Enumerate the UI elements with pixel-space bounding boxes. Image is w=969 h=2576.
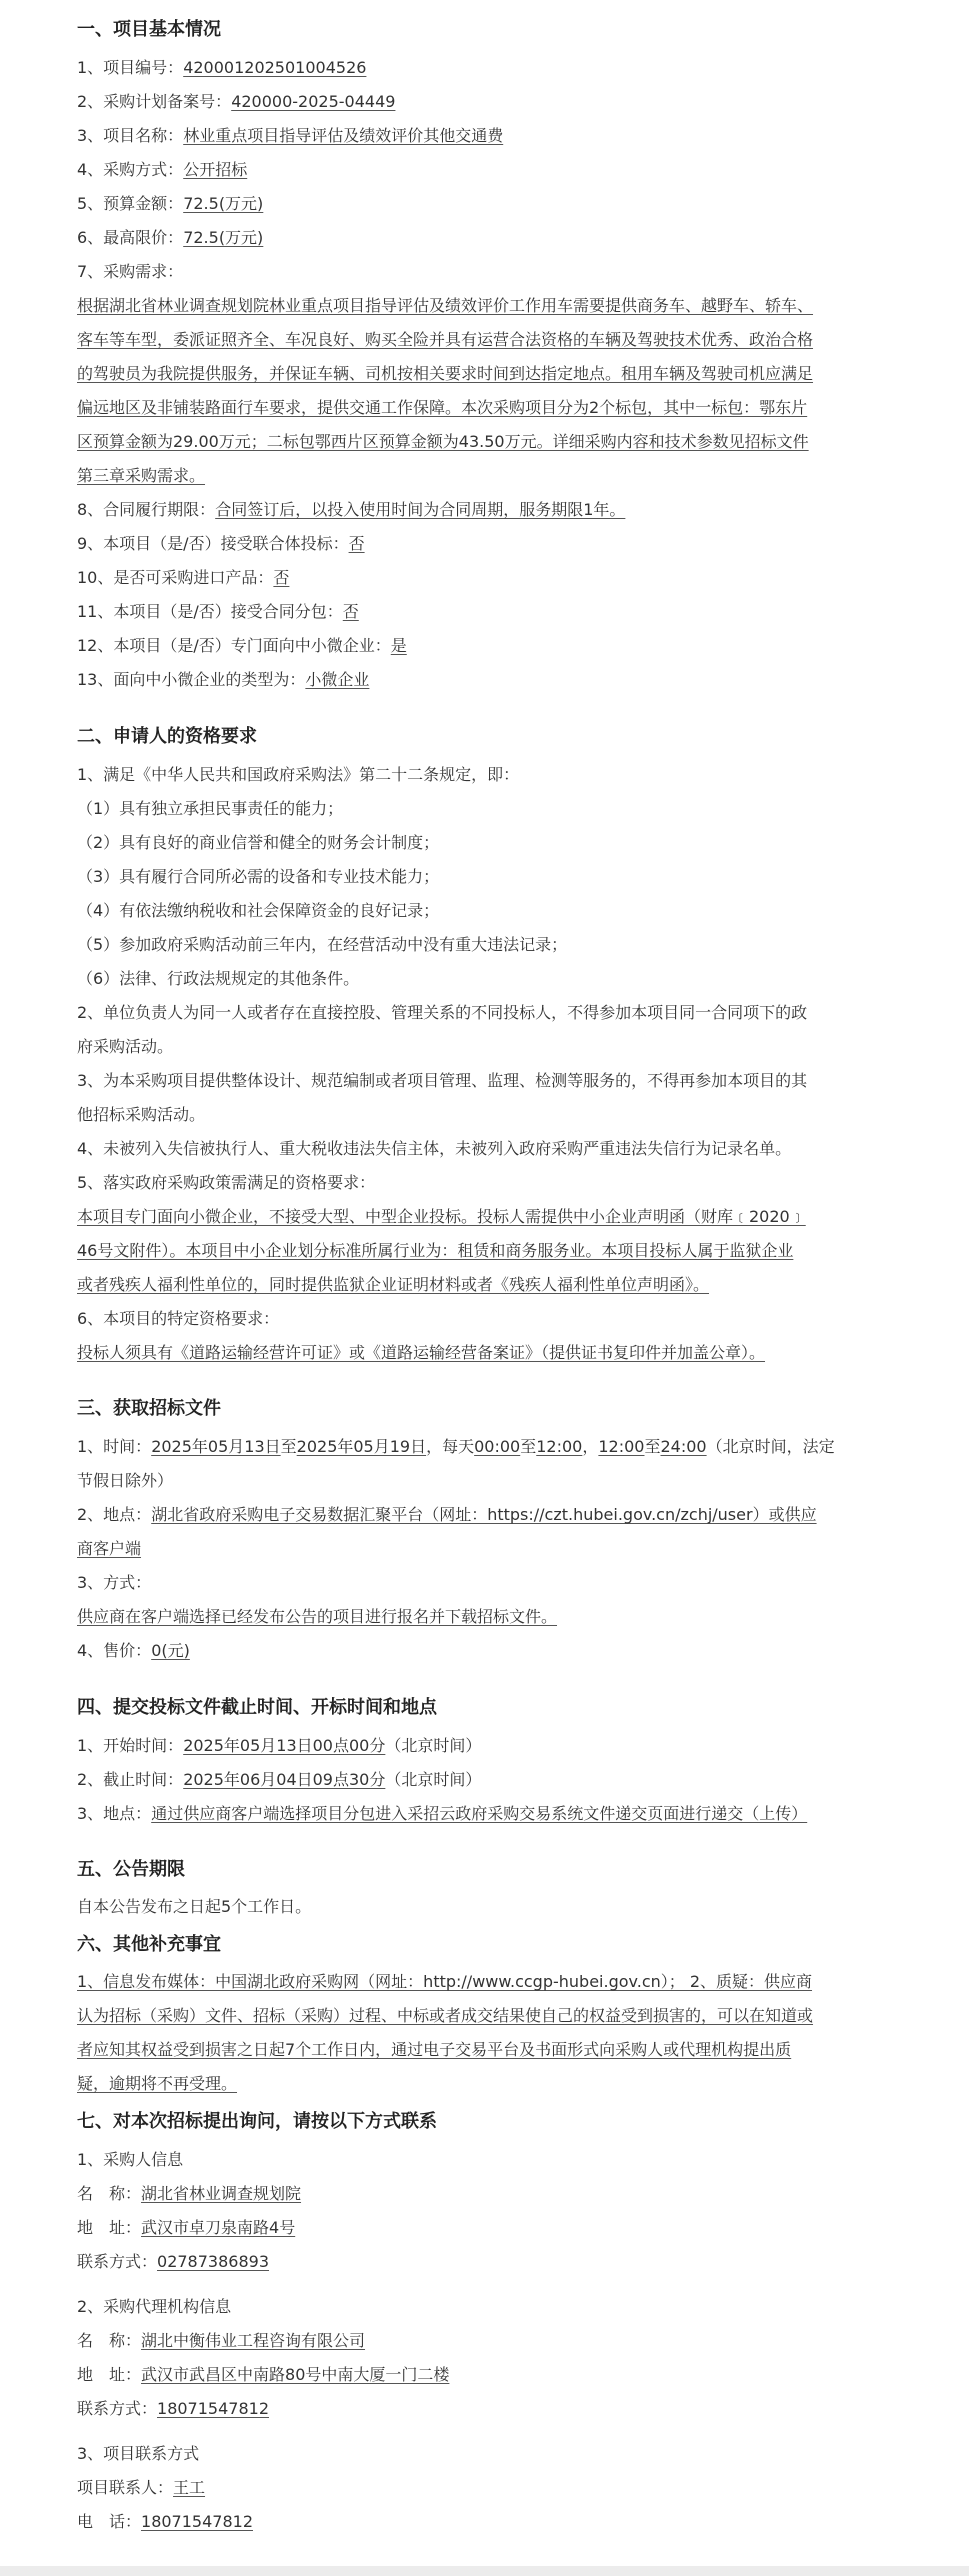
morning-end: 12:00 — [536, 1437, 583, 1456]
deadline-label: 2、截止时间： — [77, 1770, 184, 1789]
agency-title: 2、采购代理机构信息 — [77, 2297, 232, 2316]
procurement-method-row — [77, 159, 247, 181]
obtain-place-value: 湖北省政府采购电子交易数据汇聚平台（网址：https://czt.hubei.gov.cn/zchj/user）或供应 — [151, 1505, 817, 1524]
submit-location-value: 通过供应商客户端选择项目分包进入采招云政府采购交易系统文件递交页面进行递交（上传） — [151, 1804, 808, 1823]
project-number-label: 1、项目编号： — [77, 58, 184, 77]
import-row — [77, 567, 289, 589]
beijing-time: （北京时间） — [385, 1736, 482, 1755]
qualification-line: 1、满足《中华人民共和国政府采购法》第二十二条规定，即： — [77, 765, 520, 784]
submit-location-row — [77, 1803, 807, 1825]
obtain-way-label: 3、方式： — [77, 1573, 152, 1592]
agency-name-row — [77, 2330, 365, 2352]
obtain-way-value: 供应商在客户端选择已经发布公告的项目进行报名并下载招标文件。 — [77, 1607, 558, 1626]
qualification-item: （2）具有良好的商业信誉和健全的财务会计制度； — [77, 833, 440, 852]
import-label: 10、是否可采购进口产品： — [77, 568, 274, 587]
obtain-place-row — [77, 1504, 817, 1526]
sme-value: 是 — [390, 636, 407, 655]
to-text: 至 — [520, 1437, 537, 1456]
qualification-line: 2、单位负责人为同一人或者存在直接控股、管理关系的不同投标人，不得参加本项目同一合同项下的政 — [77, 1003, 808, 1022]
demand-line: 客车等车型，委派证照齐全、车况良好、购买全险并具有运营合法资格的车辆及驾驶技术优秀、政治合格 — [77, 330, 814, 349]
max-price-value: 72.5(万元) — [183, 228, 264, 247]
sme-type-row — [77, 669, 369, 691]
obtain-time-row — [77, 1436, 835, 1458]
qualification-line: 5、落实政府采购政策需满足的资格要求： — [77, 1173, 376, 1192]
policy-line: 46号文附件）。本项目中小企业划分标准所属行业为：租赁和商务服务业。本项目投标人属于监狱企业 — [77, 1241, 794, 1260]
supplement-line: 1、信息发布媒体：中国湖北政府采购网（网址：http://www.ccgp-hubei.gov.cn）； 2、质疑：供应商 — [77, 1972, 813, 1991]
contact-person-label: 项目联系人： — [77, 2478, 174, 2497]
agency-contact: 18071547812 — [157, 2399, 269, 2418]
demand-line: 第三章采购需求。 — [77, 466, 206, 485]
supplement-line: 疑，逾期将不再受理。 — [77, 2074, 238, 2093]
consortium-value: 否 — [348, 534, 365, 553]
budget-label: 5、预算金额： — [77, 194, 184, 213]
section-7-heading: 七、对本次招标提出询问，请按以下方式联系 — [77, 2111, 437, 2132]
name-label: 名 称： — [77, 2184, 142, 2203]
qualification-line: 4、未被列入失信被执行人、重大税收违法失信主体，未被列入政府采购严重违法失信行为记录名单。 — [77, 1139, 792, 1158]
contract-period-row — [77, 499, 625, 521]
policy-line: 或者残疾人福利性单位的，同时提供监狱企业证明材料或者《残疾人福利性单位声明函》。 — [77, 1275, 710, 1294]
purchaser-title: 1、采购人信息 — [77, 2150, 184, 2169]
max-price-row — [77, 227, 263, 249]
obtain-end-date: 2025年05月19日 — [296, 1437, 427, 1456]
policy-line: 本项目专门面向小微企业，不接受大型、中型企业投标。投标人需提供中小企业声明函（财库﹝2020﹞ — [77, 1207, 806, 1226]
budget-value: 72.5(万元) — [183, 194, 264, 213]
demand-line: 偏远地区及非铺装路面行车要求，提供交通工作保障。本次采购项目分为2个标包，其中一标包：鄂东片 — [77, 398, 808, 417]
project-number-value: 420001202501004526 — [183, 58, 367, 77]
demand-line: 的驾驶员为我院提供服务，并保证车辆、司机按相关要求时间到达指定地点。租用车辆及驾驶司机应满足 — [77, 364, 814, 383]
daily-text: ，每天 — [426, 1437, 475, 1456]
start-time-row — [77, 1735, 481, 1757]
project-contact-title: 3、项目联系方式 — [77, 2444, 200, 2463]
submit-location-label: 3、地点： — [77, 1804, 152, 1823]
agency-contact-row — [77, 2398, 269, 2420]
supplement-line: 者应知其权益受到损害之日起7个工作日内，通过电子交易平台及书面形式向采购人或代理机构提出质 — [77, 2040, 792, 2059]
qualification-line: 3、为本采购项目提供整体设计、规范编制或者项目管理、监理、检测等服务的，不得再参加本项目的其 — [77, 1071, 808, 1090]
procurement-method-label: 4、采购方式： — [77, 160, 184, 179]
demand-line: 区预算金额为29.00万元；二标包鄂西片区预算金额为43.50万元。详细采购内容和技术参数见招标文件 — [77, 432, 809, 451]
subcontract-label: 11、本项目（是/否）接受合同分包： — [77, 602, 343, 621]
contract-period-label: 8、合同履行期限： — [77, 500, 216, 519]
purchaser-address: 武汉市卓刀泉南路4号 — [141, 2218, 296, 2237]
qualification-item: （1）具有独立承担民事责任的能力； — [77, 799, 344, 818]
contact-label: 联系方式： — [77, 2252, 158, 2271]
obtain-place-label: 2、地点： — [77, 1505, 152, 1524]
project-name-row — [77, 125, 503, 147]
purchaser-contact: 02787386893 — [157, 2252, 269, 2271]
plan-number-row — [77, 91, 395, 113]
to-text: 至 — [644, 1437, 661, 1456]
procurement-method-value: 公开招标 — [183, 160, 248, 179]
plan-number-value: 420000-2025-04449 — [231, 92, 396, 111]
demand-label: 7、采购需求： — [77, 262, 184, 281]
to-text: 至 — [280, 1437, 297, 1456]
sme-label: 12、本项目（是/否）专门面向中小微企业： — [77, 636, 391, 655]
max-price-label: 6、最高限价： — [77, 228, 184, 247]
deadline-row — [77, 1769, 481, 1791]
agency-name: 湖北中衡伟业工程咨询有限公司 — [141, 2331, 366, 2350]
phone-row — [77, 2511, 253, 2533]
special-requirement: 投标人须具有《道路运输经营许可证》或《道路运输经营备案证》（提供证书复印件并加盖公章）。 — [77, 1343, 766, 1362]
start-time-label: 1、开始时间： — [77, 1736, 184, 1755]
start-time-value: 2025年05月13日00点00分 — [183, 1736, 386, 1755]
sme-type-label: 13、面向中小微企业的类型为： — [77, 670, 306, 689]
section-2-heading: 二、申请人的资格要求 — [77, 726, 257, 747]
qualification-item: （3）具有履行合同所必需的设备和专业技术能力； — [77, 867, 440, 886]
contact-label: 联系方式： — [77, 2399, 158, 2418]
address-label: 地 址： — [77, 2218, 142, 2237]
section-4-heading: 四、提交投标文件截止时间、开标时间和地点 — [77, 1697, 437, 1718]
budget-row — [77, 193, 263, 215]
phone-label: 电 话： — [77, 2512, 142, 2531]
contract-period-value: 合同签订后，以投入使用时间为合同周期，服务期限1年。 — [215, 500, 626, 519]
purchaser-name-row — [77, 2183, 301, 2205]
qualification-line: 他招标采购活动。 — [77, 1105, 206, 1124]
purchaser-address-row — [77, 2217, 295, 2239]
purchaser-name: 湖北省林业调查规划院 — [141, 2184, 302, 2203]
section-5-heading: 五、公告期限 — [77, 1859, 185, 1880]
agency-address-row — [77, 2364, 449, 2386]
obtain-place-cont: 商客户端 — [77, 1539, 142, 1558]
morning-start: 00:00 — [474, 1437, 521, 1456]
consortium-label: 9、本项目（是/否）接受联合体投标： — [77, 534, 349, 553]
phone-value: 18071547812 — [141, 2512, 253, 2531]
price-label: 4、售价： — [77, 1641, 152, 1660]
name-label: 名 称： — [77, 2331, 142, 2350]
time-note-cont: 节假日除外） — [77, 1471, 174, 1490]
purchaser-contact-row — [77, 2251, 269, 2273]
afternoon-start: 12:00 — [598, 1437, 645, 1456]
contact-person-row — [77, 2477, 205, 2499]
qualification-item: （4）有依法缴纳税收和社会保障资金的良好记录； — [77, 901, 440, 920]
beijing-time: （北京时间） — [385, 1770, 482, 1789]
qualification-item: （5）参加政府采购活动前三年内，在经营活动中没有重大违法记录； — [77, 935, 568, 954]
section-1-heading: 一、项目基本情况 — [77, 19, 221, 40]
qualification-item: （6）法律、行政法规规定的其他条件。 — [77, 969, 360, 988]
project-name-value: 林业重点项目指导评估及绩效评价其他交通费 — [183, 126, 504, 145]
afternoon-end: 24:00 — [660, 1437, 707, 1456]
qualification-line: 6、本项目的特定资格要求： — [77, 1309, 280, 1328]
page-bottom-bar — [0, 2566, 969, 2576]
project-name-label: 3、项目名称： — [77, 126, 184, 145]
supplement-line: 认为招标（采购）文件、招标（采购）过程、中标或者成交结果使自己的权益受到损害的，可以在知道或 — [77, 2006, 814, 2025]
section-6-heading: 六、其他补充事宜 — [77, 1934, 221, 1955]
section-3-heading: 三、获取招标文件 — [77, 1398, 221, 1419]
demand-line: 根据湖北省林业调查规划院林业重点项目指导评估及绩效评价工作用车需要提供商务车、越野车、轿车、 — [77, 296, 814, 315]
obtain-time-label: 1、时间： — [77, 1437, 152, 1456]
comma-text: ， — [582, 1437, 599, 1456]
time-note: （北京时间，法定 — [706, 1437, 835, 1456]
sme-type-value: 小微企业 — [305, 670, 370, 689]
subcontract-row — [77, 601, 359, 623]
deadline-value: 2025年06月04日09点30分 — [183, 1770, 386, 1789]
consortium-row — [77, 533, 365, 555]
import-value: 否 — [273, 568, 290, 587]
price-row — [77, 1640, 190, 1662]
qualification-line: 府采购活动。 — [77, 1037, 174, 1056]
project-number-row — [77, 57, 366, 79]
contact-person: 王工 — [173, 2478, 206, 2497]
sme-row — [77, 635, 407, 657]
subcontract-value: 否 — [342, 602, 359, 621]
agency-address: 武汉市武昌区中南路80号中南大厦一门二楼 — [141, 2365, 450, 2384]
notice-period-text: 自本公告发布之日起5个工作日。 — [77, 1897, 312, 1916]
plan-number-label: 2、采购计划备案号： — [77, 92, 232, 111]
address-label: 地 址： — [77, 2365, 142, 2384]
obtain-start-date: 2025年05月13日 — [151, 1437, 281, 1456]
price-value: 0(元) — [151, 1641, 190, 1660]
